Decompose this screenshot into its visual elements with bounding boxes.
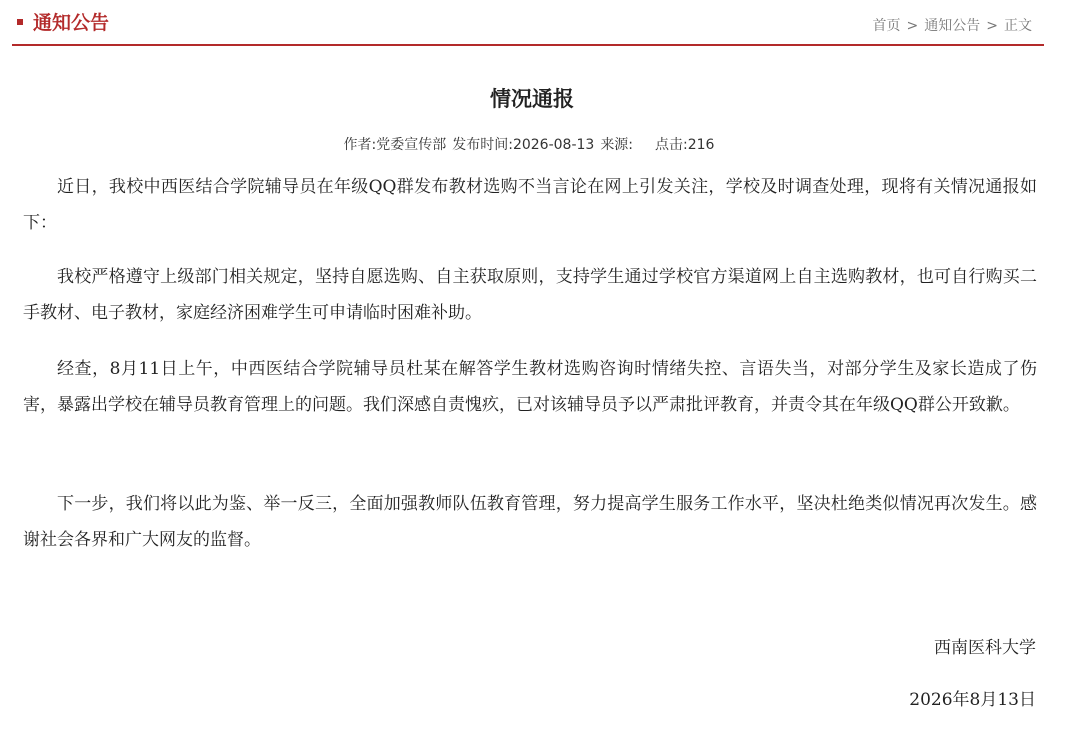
- meta-clicks: 点击:216: [655, 137, 715, 153]
- article-paragraph: 下一步，我们将以此为鉴、举一反三，全面加强教师队伍教育管理，努力提高学生服务工作水平，坚决杜绝类似情况再次发生。感谢社会各界和广大网友的监督。: [23, 494, 1037, 550]
- page-header: [12, 0, 1044, 46]
- breadcrumb-current: 正文: [1004, 18, 1032, 34]
- breadcrumb: [873, 16, 1032, 36]
- signature-organization: 西南医科大学: [934, 638, 1036, 658]
- article-paragraph: 我校严格遵守上级部门相关规定，坚持自愿选购、自主获取原则，支持学生通过学校官方渠道网上自主选购教材，也可自行购买二手教材、电子教材，家庭经济困难学生可申请临时困难补助。: [23, 267, 1037, 323]
- article-title: 情况通报: [490, 87, 574, 111]
- meta-publish-time: 发布时间:2026-08-13: [452, 137, 595, 153]
- breadcrumb-section-link[interactable]: 通知公告: [924, 18, 981, 34]
- article-paragraph: 近日，我校中西医结合学院辅导员在年级QQ群发布教材选购不当言论在网上引发关注，学校及时调查处理，现将有关情况通报如下：: [23, 177, 1037, 233]
- signature-date: 2026年8月13日: [909, 690, 1036, 710]
- meta-source: 来源:: [600, 137, 634, 153]
- breadcrumb-home-link[interactable]: 首页: [872, 18, 901, 34]
- section-title: 通知公告: [33, 12, 110, 34]
- article-meta: [0, 135, 1064, 155]
- breadcrumb-separator: >: [986, 18, 998, 34]
- meta-author: 作者:党委宣传部: [343, 137, 447, 153]
- article-paragraph: 经查，8月11日上午，中西医结合学院辅导员杜某在解答学生教材选购咨询时情绪失控、言语失当，对部分学生及家长造成了伤害，暴露出学校在辅导员教育管理上的问题。我们深感自责愧疚，已对该辅导员予以严肃批评教育，并责令其在年级QQ群公开致歉。: [23, 359, 1037, 415]
- breadcrumb-separator: >: [906, 18, 919, 34]
- square-bullet-icon: [17, 19, 23, 25]
